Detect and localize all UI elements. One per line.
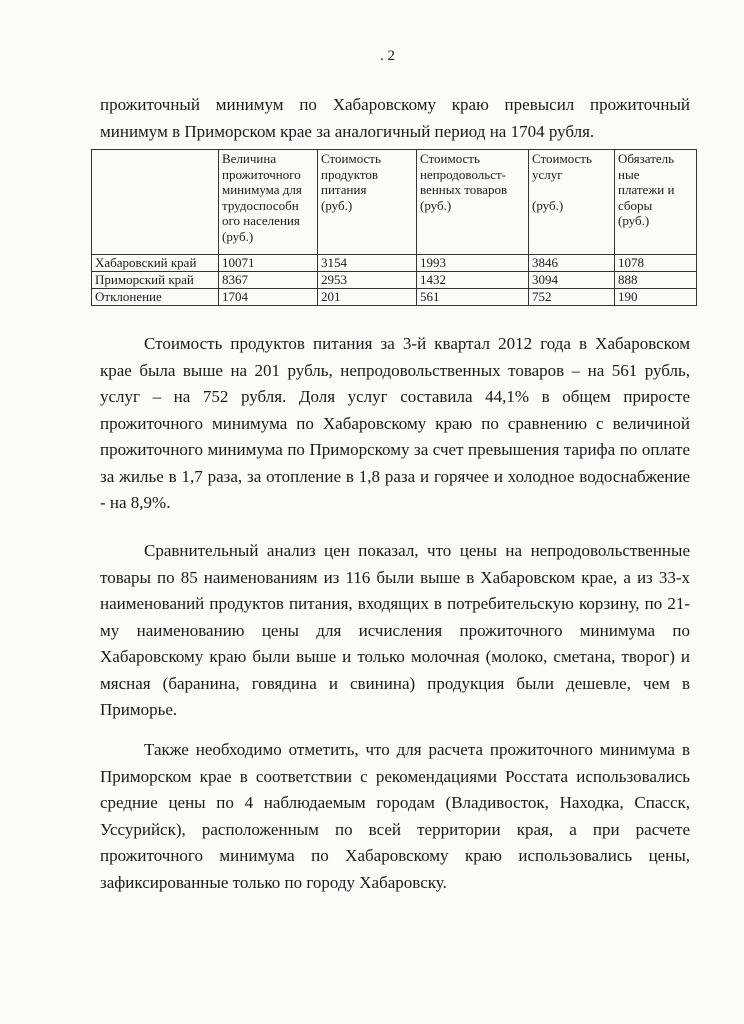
table-row xyxy=(92,255,697,272)
table-header-cell: Величина прожиточного минимума для трудоспособн ого населения (руб.) xyxy=(219,150,318,255)
table-cell: 8367 xyxy=(219,272,318,289)
table-header-row xyxy=(92,150,697,255)
table-cell: 561 xyxy=(417,289,529,306)
intro-paragraph: прожиточный минимум по Хабаровскому краю превысил прожиточный минимум в Приморском крае за аналогичный период на 1704 рубля. xyxy=(100,95,690,141)
table-header-cell xyxy=(92,150,219,255)
table-header-cell: Стоимость непродовольст- венных товаров (руб.) xyxy=(417,150,529,255)
table-header-cell: Стоимость продуктов питания (руб.) xyxy=(318,150,417,255)
table-cell: 2953 xyxy=(318,272,417,289)
page-number: . 2 xyxy=(380,48,395,64)
table-cell: 3094 xyxy=(529,272,615,289)
cost-comparison-table xyxy=(91,149,697,306)
table-header-cell: Стоимость услуг (руб.) xyxy=(529,150,615,255)
table-cell: 1078 xyxy=(615,255,697,272)
table-cell: 3846 xyxy=(529,255,615,272)
table-header-cell: Обязатель ные платежи и сборы (руб.) xyxy=(615,150,697,255)
table-cell: Приморский край xyxy=(92,272,219,289)
table-row xyxy=(92,272,697,289)
table-cell: 3154 xyxy=(318,255,417,272)
table-cell: 10071 xyxy=(219,255,318,272)
table-row xyxy=(92,289,697,306)
body-paragraph: Сравнительный анализ цен показал, что цены на непродовольственные товары по 85 наименованиям из 116 были выше в Хабаровском крае, а из 33-х наименований продуктов питания, входящих в потребительскую корзину, по 21-му наименованию цены для исчисления прожиточного минимума по Хабаровскому краю были выше и только молочная (молоко, сметана, творог) и мясная (баранина, говядина и свинина) продукция были дешевле, чем в Приморье. xyxy=(100,541,690,719)
table-cell: 752 xyxy=(529,289,615,306)
body-paragraph: Также необходимо отметить, что для расчета прожиточного минимума в Приморском крае в соответствии с рекомендациями Росстата использовались средние цены по 4 наблюдаемым городам (Владивосток, Находка, Спасск, Уссурийск), расположенным по всей территории края, а при расчете прожиточного минимума по Хабаровскому краю использовались цены, зафиксированные только по городу Хабаровску. xyxy=(100,740,690,892)
table-cell: 1993 xyxy=(417,255,529,272)
table-cell: Отклонение xyxy=(92,289,219,306)
table-cell: 1704 xyxy=(219,289,318,306)
table-cell: 1432 xyxy=(417,272,529,289)
table-cell: 888 xyxy=(615,272,697,289)
table-cell: Хабаровский край xyxy=(92,255,219,272)
table-cell: 190 xyxy=(615,289,697,306)
body-paragraph: Стоимость продуктов питания за 3-й квартал 2012 года в Хабаровском крае была выше на 201 рубль, непродовольственных товаров – на 561 рубль, услуг – на 752 рубля. Доля услуг составила 44,1% в общем приросте прожиточного минимума по Хабаровскому краю по сравнению с величиной прожиточного минимума по Приморскому за счет превышения тарифа по оплате за жилье в 1,7 раза, за отопление в 1,8 раза и горячее и холодное водоснабжение - на 8,9%. xyxy=(100,334,690,512)
table-cell: 201 xyxy=(318,289,417,306)
